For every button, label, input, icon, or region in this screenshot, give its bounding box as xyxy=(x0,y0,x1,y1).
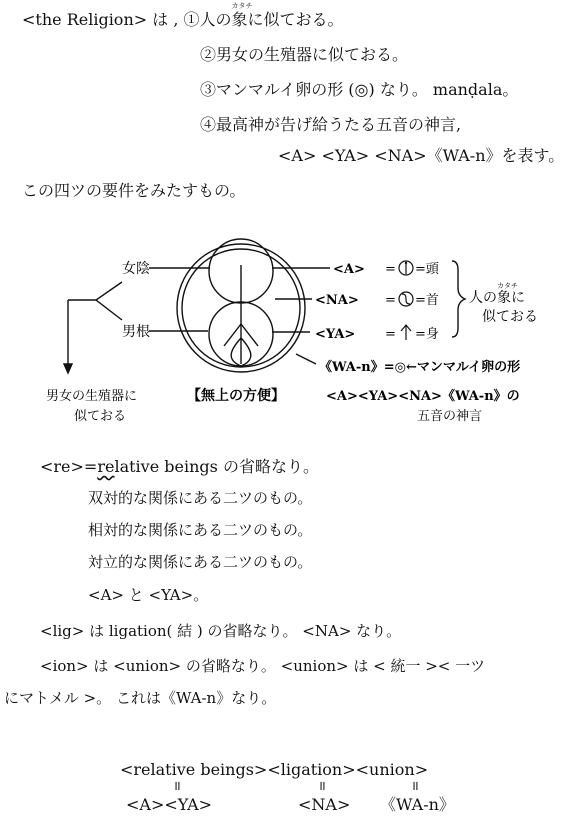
intro-item-1-ruby: カタチ xyxy=(231,2,253,10)
footer-mark-1: ॥ xyxy=(173,779,181,794)
right-brace xyxy=(452,261,465,337)
intro-item-1-kanji-wrap xyxy=(231,2,253,30)
intro-item-3-post: 。 xyxy=(502,80,519,99)
bracket-text-1-post: に xyxy=(511,290,525,306)
intro-head: <the Religion> は , xyxy=(22,10,184,29)
ion-line-1: <ion> は <union> の省略なり。 <union> は < 統一 >< 一ツ xyxy=(40,657,486,675)
intro-closing: この四ツの要件をみたすもの。 xyxy=(22,181,246,200)
re-item-4: <A> と <YA>。 xyxy=(88,586,209,604)
re-word: re xyxy=(97,457,115,476)
intro-item-4-sub: <A> <YA> <NA>《WA-n》を表す。 xyxy=(278,146,565,165)
neck-symbol-icon xyxy=(399,292,413,306)
intro-item-3-pre: ③マンマルイ卵の形 (◎) なり。 xyxy=(200,80,433,99)
row-a-eq: = xyxy=(385,262,396,277)
row-a-tail: =頭 xyxy=(415,262,439,277)
label-left-bottom: 男根 xyxy=(122,324,150,340)
label-left-top: 女陰 xyxy=(122,261,150,277)
intro-item-1-kanji: 象 xyxy=(231,10,248,29)
body-symbol-icon xyxy=(401,325,411,340)
footer-top: <relative beings><ligation><union> xyxy=(120,760,429,779)
footer-bottom-wan: 《WA-n》 xyxy=(380,795,455,814)
row-ya-label: <YA> xyxy=(315,327,356,342)
re-item-1: 双対的な関係にある二ツのもの。 xyxy=(88,489,313,507)
down-arrow-icon xyxy=(64,364,72,373)
lig-line: <lig> は ligation( 結 ) の省略なり。 <NA> なり。 xyxy=(40,622,402,640)
re-item-2: 相対的な関係にある二ツのもの。 xyxy=(88,521,313,539)
head-symbol-icon xyxy=(399,261,413,275)
left-fork xyxy=(96,282,122,320)
row-na-label: <NA> xyxy=(315,293,359,308)
row-a-label: <A> xyxy=(333,262,365,277)
intro-item-2: ②男女の生殖器に似ておる。 xyxy=(200,45,409,64)
row-wan-label: 《WA-n》=◎←マンマルイ卵の形 xyxy=(319,360,521,375)
sacred-diagram xyxy=(0,228,581,428)
re-pre: <re>= xyxy=(40,457,98,476)
bracket-ruby: カタチ xyxy=(497,282,518,290)
footer-mark-3: ॥ xyxy=(411,779,419,794)
bracket-text-1-pre: 人の xyxy=(469,290,497,306)
footer-mark-2: ॥ xyxy=(318,779,326,794)
footer-bottom-a: <A><YA> xyxy=(126,795,213,814)
bracket-text-1 xyxy=(469,290,525,306)
intro-item-4: ④最高神が告げ給うたる五音の神言, xyxy=(200,115,462,134)
row-ya-eq: = xyxy=(385,327,396,342)
ion-line-2: にマトメル >。 これは《WA-n》なり。 xyxy=(4,689,277,707)
left-caption-1: 男女の生殖器に xyxy=(46,389,138,404)
intro-line-1 xyxy=(22,2,344,30)
center-caption: 【無上の方便】 xyxy=(187,388,285,404)
re-item-3: 対立的な関係にある二ツのもの。 xyxy=(88,553,313,571)
re-line xyxy=(40,457,319,477)
intro-item-3-word: manḍala xyxy=(432,80,503,99)
right-caption-1: <A><YA><NA>《WA-n》の xyxy=(326,389,520,404)
bracket-text-1-kanji: 象 xyxy=(497,290,511,306)
bracket-text-2: 似ておる xyxy=(482,309,538,325)
re-post: lative beings の省略なり。 xyxy=(114,457,319,476)
row-na-eq: = xyxy=(385,293,396,308)
row-na-tail: =首 xyxy=(415,293,439,308)
left-caption-2: 似ておる xyxy=(74,409,127,424)
footer-bottom-na: <NA> xyxy=(298,795,351,814)
right-caption-2: 五音の神言 xyxy=(417,409,483,424)
intro-item-1-pre: ①人の xyxy=(183,10,232,29)
row-ya-tail: =身 xyxy=(415,327,439,342)
intro-item-1-post: に似ておる。 xyxy=(247,10,344,29)
intro-line-3 xyxy=(200,80,518,100)
